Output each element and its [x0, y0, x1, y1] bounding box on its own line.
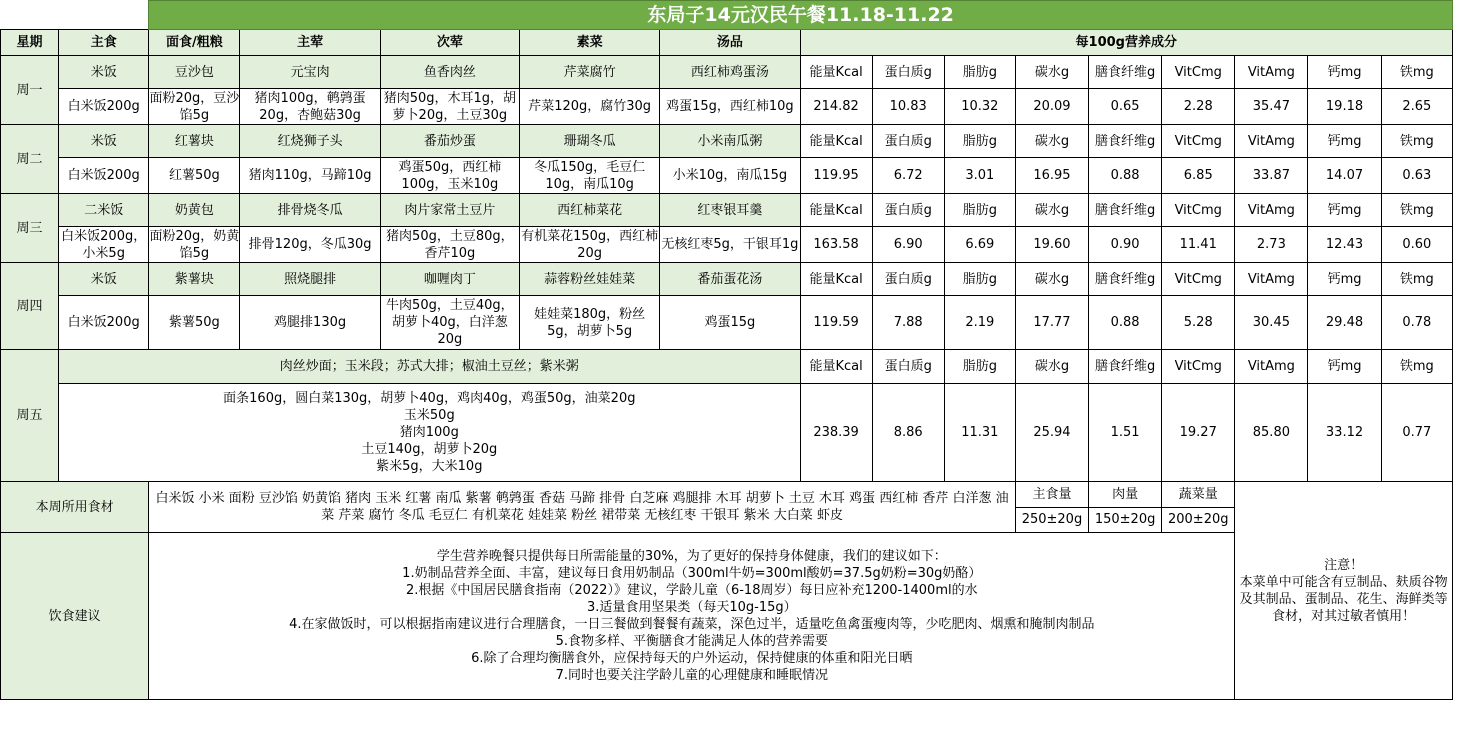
- nutrient-value-fat: 6.69: [944, 227, 1015, 263]
- ingredient-staple: 白米饭200g: [59, 89, 149, 125]
- nutrient-value-calcium: 19.18: [1308, 89, 1381, 125]
- foods-row: [1, 482, 1453, 508]
- header-secondary-dish: 次荤: [380, 30, 519, 56]
- ingredient-staple: 白米饭200g: [59, 158, 149, 194]
- ingredient-soup: 鸡蛋15g，西红柿10g: [660, 89, 800, 125]
- nutrient-value-protein: 10.83: [872, 89, 944, 125]
- foods-list: 白米饭 小米 面粉 豆沙馅 奶黄馅 猪肉 玉米 红薯 南瓜 紫薯 鹌鹑蛋 香菇 马蹄 排骨 白芝麻 鸡腿排 木耳 胡萝卜 土豆 木耳 鸡蛋 西红柿 香芹 白洋葱 油菜 芹菜 腐竹 冬瓜 毛豆仁 有机菜花 娃娃菜 粉丝 裙带菜 无核红枣 干银耳 紫米 大白菜 虾皮: [149, 482, 1016, 533]
- dish-main-dish: 元宝肉: [240, 56, 380, 89]
- nutrient-label-fat: 脂肪g: [944, 263, 1015, 296]
- dish-soup: 红枣银耳羹: [660, 194, 800, 227]
- nutrient-label-iron: 铁mg: [1381, 194, 1452, 227]
- dish-vegetable: 蒜蓉粉丝娃娃菜: [519, 263, 659, 296]
- nutrient-label-calcium: 钙mg: [1308, 125, 1381, 158]
- ingredient-soup: 鸡蛋15g: [660, 296, 800, 350]
- allergy-note-text: 本菜单中可能含有豆制品、麸质谷物及其制品、蛋制品、花生、海鲜类等食材，对其过敏者慎用！: [1239, 574, 1448, 624]
- nutrient-value-vita: 30.45: [1235, 296, 1308, 350]
- nutrient-value-protein: 8.86: [872, 384, 944, 482]
- nutrient-label-vita: VitAmg: [1235, 194, 1308, 227]
- nutrient-label-vita: VitAmg: [1235, 56, 1308, 89]
- ingredient-soup: 小米10g，南瓜15g: [660, 158, 800, 194]
- nutrient-label-vitc: VitCmg: [1162, 125, 1235, 158]
- dish-secondary-dish: 番茄炒蛋: [380, 125, 519, 158]
- nutrient-label-calcium: 钙mg: [1308, 263, 1381, 296]
- advice-line: 6.除了合理均衡膳食外，应保持每天的户外运动，保持健康的体重和阳光日晒: [471, 651, 913, 666]
- nutrient-label-carbs: 碳水g: [1015, 194, 1088, 227]
- nutrient-value-vita: 2.73: [1235, 227, 1308, 263]
- ingredient-pastry: 紫薯50g: [149, 296, 240, 350]
- day-dish-row: [1, 263, 1453, 296]
- nutrient-label-energy: 能量Kcal: [800, 350, 872, 384]
- nutrient-label-energy: 能量Kcal: [800, 125, 872, 158]
- header-day: 星期: [1, 30, 59, 56]
- nutrient-value-calcium: 12.43: [1308, 227, 1381, 263]
- header-soup: 汤品: [660, 30, 800, 56]
- nutrient-value-vitc: 2.28: [1162, 89, 1235, 125]
- ingredient-soup: 无核红枣5g，干银耳1g: [660, 227, 800, 263]
- nutrient-label-vitc: VitCmg: [1162, 56, 1235, 89]
- nutrient-value-carbs: 25.94: [1015, 384, 1088, 482]
- quantity-label: 主食量: [1015, 482, 1088, 508]
- advice-line: 4.在家做饭时，可以根据指南建议进行合理膳食，一日三餐做到餐餐有蔬菜，深色过半，适量吃鱼禽蛋瘦肉等，少吃肥肉、烟熏和腌制肉制品: [289, 617, 1095, 632]
- advice-line: 3.适量食用坚果类（每天10g-15g）: [586, 600, 797, 615]
- day-dish-row: [1, 125, 1453, 158]
- advice-line: 1.奶制品营养全面、丰富，建议每日食用奶制品（300ml牛奶=300ml酸奶=37.5g奶粉=30g奶酪）: [402, 566, 982, 581]
- dish-vegetable: 珊瑚冬瓜: [519, 125, 659, 158]
- advice-line: 2.根据《中国居民膳食指南（2022）》建议，学龄儿童（6-18周岁）每日应补充1200-1400ml的水: [405, 583, 978, 598]
- foods-label: 本周所用食材: [1, 482, 149, 533]
- dish-pastry: 紫薯块: [149, 263, 240, 296]
- menu-title: 东局子14元汉民午餐11.18-11.22: [149, 1, 1453, 30]
- dish-staple: 米饭: [59, 56, 149, 89]
- nutrient-value-iron: 0.78: [1381, 296, 1452, 350]
- nutrient-value-vitc: 11.41: [1162, 227, 1235, 263]
- dish-staple: 二米饭: [59, 194, 149, 227]
- friday-ingredient-line: 面条160g，圆白菜130g，胡萝卜40g，鸡肉40g，鸡蛋50g，油菜20g: [223, 391, 636, 406]
- ingredient-secondary-dish: 鸡蛋50g，西红柿100g，玉米10g: [380, 158, 519, 194]
- nutrient-value-protein: 7.88: [872, 296, 944, 350]
- nutrient-label-fat: 脂肪g: [944, 56, 1015, 89]
- header-main-dish: 主荤: [240, 30, 380, 56]
- nutrient-value-vitc: 5.28: [1162, 296, 1235, 350]
- day-ingredient-row: [1, 89, 1453, 125]
- nutrient-label-energy: 能量Kcal: [800, 194, 872, 227]
- ingredient-secondary-dish: 牛肉50g，土豆40g，胡萝卜40g，白洋葱20g: [380, 296, 519, 350]
- nutrient-value-vita: 85.80: [1235, 384, 1308, 482]
- advice-text: [149, 533, 1235, 700]
- nutrient-label-vitc: VitCmg: [1162, 350, 1235, 384]
- nutrient-label-vitc: VitCmg: [1162, 194, 1235, 227]
- dish-secondary-dish: 咖喱肉丁: [380, 263, 519, 296]
- nutrient-value-calcium: 29.48: [1308, 296, 1381, 350]
- ingredient-main-dish: 猪肉110g，马蹄10g: [240, 158, 380, 194]
- nutrient-value-protein: 6.90: [872, 227, 944, 263]
- header-pastry: 面食/粗粮: [149, 30, 240, 56]
- friday-dishes: 肉丝炒面；玉米段；苏式大排；椒油土豆丝；紫米粥: [59, 350, 800, 384]
- ingredient-vegetable: 芹菜120g，腐竹30g: [519, 89, 659, 125]
- dish-main-dish: 排骨烧冬瓜: [240, 194, 380, 227]
- dish-soup: 小米南瓜粥: [660, 125, 800, 158]
- title-spacer: [1, 1, 149, 30]
- nutrient-value-energy: 119.59: [800, 296, 872, 350]
- header-staple: 主食: [59, 30, 149, 56]
- friday-ingredient-line: 紫米5g，大米10g: [376, 459, 483, 474]
- dish-soup: 番茄蛋花汤: [660, 263, 800, 296]
- nutrient-value-fat: 2.19: [944, 296, 1015, 350]
- nutrient-value-energy: 238.39: [800, 384, 872, 482]
- nutrient-value-fat: 3.01: [944, 158, 1015, 194]
- nutrient-value-iron: 0.60: [1381, 227, 1452, 263]
- friday-ingredient-line: 猪肉100g: [399, 425, 459, 440]
- friday-ingredient-row: [1, 384, 1453, 482]
- nutrient-label-energy: 能量Kcal: [800, 263, 872, 296]
- nutrient-label-fiber: 膳食纤维g: [1089, 263, 1162, 296]
- nutrient-label-fiber: 膳食纤维g: [1089, 56, 1162, 89]
- nutrient-value-energy: 214.82: [800, 89, 872, 125]
- nutrient-value-protein: 6.72: [872, 158, 944, 194]
- dish-vegetable: 芹菜腐竹: [519, 56, 659, 89]
- ingredient-staple: 白米饭200g，小米5g: [59, 227, 149, 263]
- day-ingredient-row: [1, 158, 1453, 194]
- dish-secondary-dish: 肉片家常土豆片: [380, 194, 519, 227]
- friday-ingredient-line: 玉米50g: [403, 408, 455, 423]
- nutrient-label-calcium: 钙mg: [1308, 350, 1381, 384]
- nutrient-label-vita: VitAmg: [1235, 125, 1308, 158]
- ingredient-main-dish: 鸡腿排130g: [240, 296, 380, 350]
- nutrient-label-fiber: 膳食纤维g: [1089, 350, 1162, 384]
- nutrient-value-carbs: 16.95: [1015, 158, 1088, 194]
- nutrient-value-carbs: 19.60: [1015, 227, 1088, 263]
- nutrient-value-iron: 0.77: [1381, 384, 1452, 482]
- nutrient-label-fiber: 膳食纤维g: [1089, 125, 1162, 158]
- dish-soup: 西红柿鸡蛋汤: [660, 56, 800, 89]
- ingredient-vegetable: 冬瓜150g，毛豆仁10g，南瓜10g: [519, 158, 659, 194]
- nutrient-value-carbs: 17.77: [1015, 296, 1088, 350]
- friday-ingredients: [59, 384, 800, 482]
- day-dish-row: [1, 56, 1453, 89]
- advice-line: 学生营养晚餐只提供每日所需能量的30%，为了更好的保持身体健康，我们的建议如下：: [436, 549, 947, 564]
- day-name: 周一: [1, 56, 59, 125]
- nutrient-label-vitc: VitCmg: [1162, 263, 1235, 296]
- nutrient-label-fiber: 膳食纤维g: [1089, 194, 1162, 227]
- nutrient-value-iron: 0.63: [1381, 158, 1452, 194]
- quantity-value: 150±20g: [1089, 507, 1162, 533]
- ingredient-pastry: 红薯50g: [149, 158, 240, 194]
- advice-label: 饮食建议: [1, 533, 149, 700]
- nutrient-value-energy: 163.58: [800, 227, 872, 263]
- day-name: 周二: [1, 125, 59, 194]
- nutrient-label-fat: 脂肪g: [944, 194, 1015, 227]
- nutrient-label-carbs: 碳水g: [1015, 125, 1088, 158]
- ingredient-pastry: 面粉20g，奶黄馅5g: [149, 228, 240, 261]
- nutrient-label-protein: 蛋白质g: [872, 350, 944, 384]
- nutrient-label-iron: 铁mg: [1381, 125, 1452, 158]
- nutrient-value-vitc: 19.27: [1162, 384, 1235, 482]
- nutrient-value-fiber: 1.51: [1089, 384, 1162, 482]
- nutrient-value-calcium: 33.12: [1308, 384, 1381, 482]
- nutrient-value-fiber: 0.90: [1089, 227, 1162, 263]
- dish-staple: 米饭: [59, 263, 149, 296]
- dish-vegetable: 西红柿菜花: [519, 194, 659, 227]
- day-ingredient-row: [1, 296, 1453, 350]
- nutrient-value-vita: 33.87: [1235, 158, 1308, 194]
- ingredient-staple: 白米饭200g: [59, 296, 149, 350]
- friday-dish-row: [1, 350, 1453, 384]
- nutrient-label-iron: 铁mg: [1381, 263, 1452, 296]
- nutrient-label-vita: VitAmg: [1235, 263, 1308, 296]
- dish-staple: 米饭: [59, 125, 149, 158]
- advice-line: 5.食物多样、平衡膳食才能满足人体的营养需要: [555, 634, 828, 649]
- ingredient-vegetable: 有机菜花150g，西红柿20g: [521, 228, 659, 261]
- nutrient-value-fat: 11.31: [944, 384, 1015, 482]
- nutrient-value-iron: 2.65: [1381, 89, 1452, 125]
- nutrient-value-energy: 119.95: [800, 158, 872, 194]
- ingredient-secondary-dish: 猪肉50g，木耳1g，胡萝卜20g，土豆30g: [380, 89, 519, 125]
- ingredient-secondary-dish: 猪肉50g，土豆80g，香芹10g: [380, 227, 519, 263]
- nutrient-label-calcium: 钙mg: [1308, 56, 1381, 89]
- header-vegetable: 素菜: [519, 30, 659, 56]
- allergy-note-title: 注意！: [1324, 557, 1364, 573]
- nutrient-label-fat: 脂肪g: [944, 350, 1015, 384]
- dish-main-dish: 红烧狮子头: [240, 125, 380, 158]
- nutrient-value-calcium: 14.07: [1308, 158, 1381, 194]
- quantity-label: 肉量: [1089, 482, 1162, 508]
- advice-row: [1, 533, 1453, 700]
- nutrient-label-protein: 蛋白质g: [872, 56, 944, 89]
- nutrient-value-fiber: 0.65: [1089, 89, 1162, 125]
- dish-pastry: 红薯块: [149, 125, 240, 158]
- nutrient-label-calcium: 钙mg: [1308, 194, 1381, 227]
- nutrient-value-carbs: 20.09: [1015, 89, 1088, 125]
- nutrient-label-iron: 铁mg: [1381, 350, 1452, 384]
- nutrient-label-fat: 脂肪g: [944, 125, 1015, 158]
- quantity-value: 250±20g: [1015, 507, 1088, 533]
- dish-pastry: 豆沙包: [149, 56, 240, 89]
- ingredient-main-dish: 排骨120g，冬瓜30g: [240, 227, 380, 263]
- advice-line: 7.同时也要关注学龄儿童的心理健康和睡眠情况: [555, 668, 828, 683]
- header-nutrition: 每100g营养成分: [800, 30, 1452, 56]
- nutrient-label-carbs: 碳水g: [1015, 56, 1088, 89]
- nutrient-label-carbs: 碳水g: [1015, 263, 1088, 296]
- nutrient-label-protein: 蛋白质g: [872, 194, 944, 227]
- quantity-label: 蔬菜量: [1162, 482, 1235, 508]
- friday-ingredient-line: 土豆140g，胡萝卜20g: [361, 442, 498, 457]
- nutrient-label-iron: 铁mg: [1381, 56, 1452, 89]
- nutrient-value-fiber: 0.88: [1089, 158, 1162, 194]
- note-cell: [1235, 482, 1453, 700]
- ingredient-main-dish: 猪肉100g，鹌鹑蛋20g，杏鲍菇30g: [240, 89, 380, 125]
- quantity-value: 200±20g: [1162, 507, 1235, 533]
- nutrient-value-fiber: 0.88: [1089, 296, 1162, 350]
- dish-pastry: 奶黄包: [149, 194, 240, 227]
- nutrient-value-vita: 35.47: [1235, 89, 1308, 125]
- day-dish-row: [1, 194, 1453, 227]
- day-name: 周五: [1, 350, 59, 482]
- nutrient-label-energy: 能量Kcal: [800, 56, 872, 89]
- ingredient-pastry: 面粉20g，豆沙馅5g: [149, 90, 240, 123]
- day-name: 周四: [1, 263, 59, 350]
- nutrient-label-protein: 蛋白质g: [872, 125, 944, 158]
- nutrient-value-vitc: 6.85: [1162, 158, 1235, 194]
- ingredient-vegetable: 娃娃菜180g，粉丝5g，胡萝卜5g: [519, 296, 659, 350]
- nutrient-label-vita: VitAmg: [1235, 350, 1308, 384]
- dish-main-dish: 照烧腿排: [240, 263, 380, 296]
- nutrient-value-fat: 10.32: [944, 89, 1015, 125]
- dish-secondary-dish: 鱼香肉丝: [380, 56, 519, 89]
- day-name: 周三: [1, 194, 59, 263]
- day-ingredient-row: [1, 227, 1453, 263]
- nutrient-label-protein: 蛋白质g: [872, 263, 944, 296]
- nutrient-label-carbs: 碳水g: [1015, 350, 1088, 384]
